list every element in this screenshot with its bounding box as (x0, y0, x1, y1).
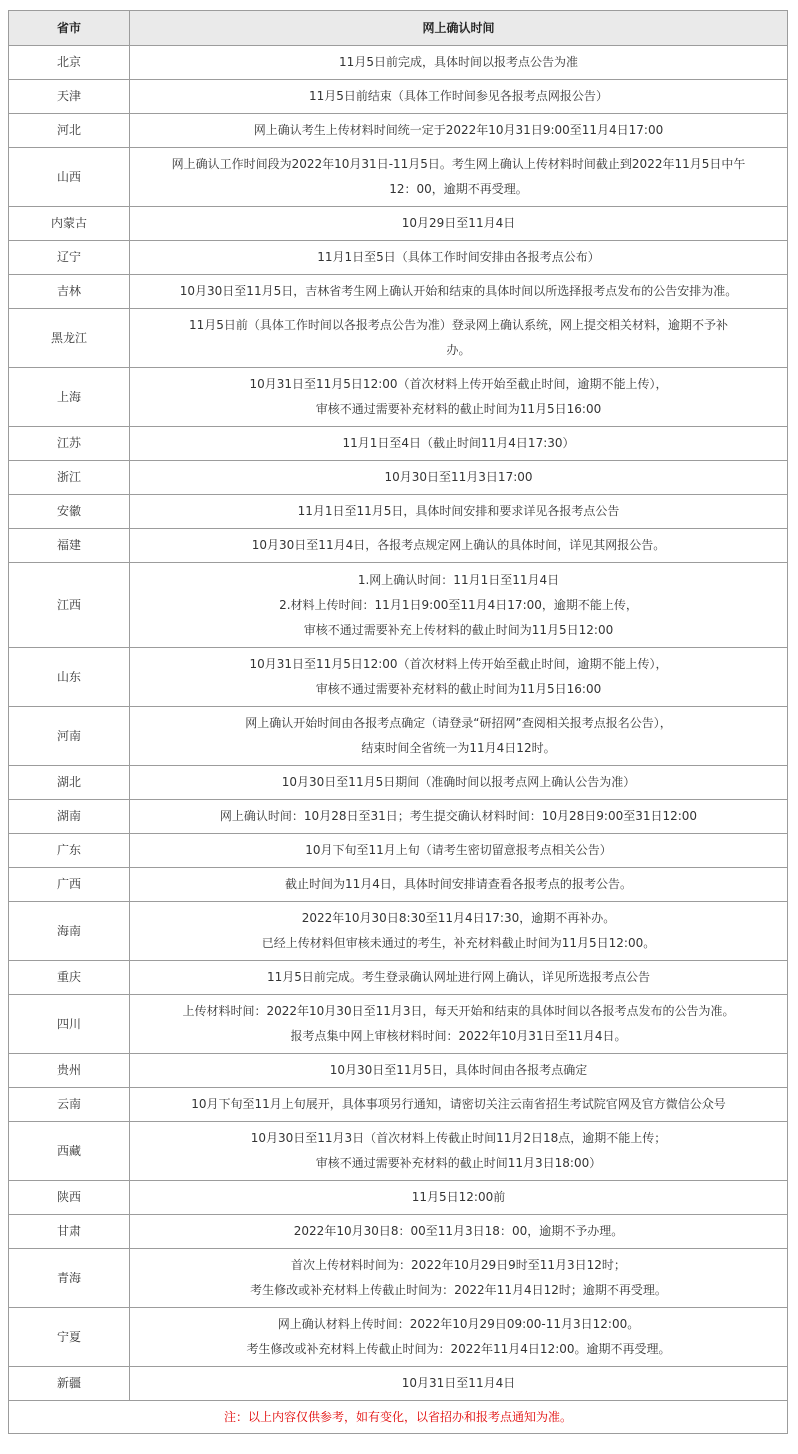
time-line: 10月30日至11月5日期间（准确时间以报考点网上确认公告为准） (281, 775, 636, 789)
table-row (9, 309, 788, 368)
province-cell: 新疆 (9, 1367, 130, 1401)
time-line: 上传材料时间：2022年10月30日至11月3日，每天开始和结束的具体时间以各报考点发布的公告为准。 (182, 1004, 735, 1018)
time-line: 11月5日前（具体工作时间以各报考点公告为准）登录网上确认系统，网上提交相关材料，逾期不予补 (189, 318, 728, 332)
time-line: 10月下旬至11月上旬展开，具体事项另行通知，请密切关注云南省招生考试院官网及官方微信公众号 (191, 1097, 726, 1111)
table-row (9, 834, 788, 868)
schedule-table-container (8, 10, 788, 1434)
table-header-row (9, 11, 788, 46)
table-row (9, 1367, 788, 1401)
province-cell: 上海 (9, 368, 130, 427)
header-time: 网上确认时间 (130, 11, 788, 46)
table-row (9, 1308, 788, 1367)
time-line: 审核不通过需要补充材料的截止时间为11月5日16:00 (315, 682, 602, 696)
time-line: 11月1日至4日（截止时间11月4日17:30） (342, 436, 575, 450)
time-line: 10月30日至11月5日，具体时间由各报考点确定 (329, 1063, 588, 1077)
time-cell (130, 961, 788, 995)
province-cell: 青海 (9, 1249, 130, 1308)
table-row (9, 1249, 788, 1308)
table-row (9, 148, 788, 207)
time-line: 10月31日至11月5日12:00（首次材料上传开始至截止时间，逾期不能上传）， (249, 657, 668, 671)
province-cell: 四川 (9, 995, 130, 1054)
table-row (9, 1054, 788, 1088)
table-row (9, 648, 788, 707)
time-line: 10月29日至11月4日 (401, 216, 516, 230)
time-line: 1.网上确认时间：11月1日至11月4日 (357, 572, 560, 587)
schedule-table (8, 10, 788, 1434)
table-row (9, 995, 788, 1054)
time-line: 网上确认时间：10月28日至31日；考生提交确认材料时间：10月28日9:00至31日12:00 (219, 809, 698, 823)
time-cell (130, 1308, 788, 1367)
time-cell (130, 461, 788, 495)
province-cell: 安徽 (9, 495, 130, 529)
table-row (9, 241, 788, 275)
province-cell: 天津 (9, 80, 130, 114)
province-cell: 江苏 (9, 427, 130, 461)
table-row (9, 207, 788, 241)
table-row (9, 1088, 788, 1122)
time-line: 10月30日至11月4日，各报考点规定网上确认的具体时间，详见其网报公告。 (251, 538, 666, 552)
time-cell (130, 563, 788, 648)
time-line: 2022年10月30日8:30至11月4日17:30，逾期不再补办。 (301, 911, 616, 925)
time-line: 11月5日前结束（具体工作时间参见各报考点网报公告） (309, 89, 608, 103)
table-row (9, 114, 788, 148)
table-row (9, 1215, 788, 1249)
table-row (9, 563, 788, 648)
province-cell: 山西 (9, 148, 130, 207)
province-cell: 海南 (9, 902, 130, 961)
time-cell (130, 995, 788, 1054)
time-cell (130, 1367, 788, 1401)
table-row (9, 495, 788, 529)
time-line: 11月5日前完成。考生登录确认网址进行网上确认，详见所选报考点公告 (267, 970, 650, 984)
province-cell: 内蒙古 (9, 207, 130, 241)
province-cell: 福建 (9, 529, 130, 563)
province-cell: 甘肃 (9, 1215, 130, 1249)
province-cell: 贵州 (9, 1054, 130, 1088)
time-cell (130, 207, 788, 241)
time-line: 11月5日12:00前 (411, 1190, 506, 1204)
province-cell: 云南 (9, 1088, 130, 1122)
time-cell (130, 241, 788, 275)
province-cell: 北京 (9, 46, 130, 80)
province-cell: 湖南 (9, 800, 130, 834)
time-line: 网上确认考生上传材料时间统一定于2022年10月31日9:00至11月4日17:00 (253, 123, 664, 137)
time-cell (130, 1122, 788, 1181)
time-cell (130, 1088, 788, 1122)
table-row (9, 461, 788, 495)
province-cell: 河南 (9, 707, 130, 766)
table-row (9, 800, 788, 834)
table-row (9, 707, 788, 766)
time-cell (130, 1181, 788, 1215)
time-line: 审核不通过需要补充材料的截止时间为11月5日16:00 (315, 402, 602, 416)
province-cell: 广东 (9, 834, 130, 868)
time-cell (130, 834, 788, 868)
time-cell (130, 114, 788, 148)
province-cell: 山东 (9, 648, 130, 707)
province-cell: 浙江 (9, 461, 130, 495)
header-province: 省市 (9, 11, 130, 46)
time-cell (130, 868, 788, 902)
time-line: 已经上传材料但审核未通过的考生，补充材料截止时间为11月5日12:00。 (261, 936, 656, 950)
time-cell (130, 1249, 788, 1308)
time-cell (130, 368, 788, 427)
footnote: 注：以上内容仅供参考，如有变化，以省招办和报考点通知为准。 (9, 1401, 788, 1434)
time-cell (130, 148, 788, 207)
time-cell (130, 800, 788, 834)
time-cell (130, 80, 788, 114)
table-row (9, 766, 788, 800)
time-cell (130, 275, 788, 309)
time-cell (130, 766, 788, 800)
time-cell (130, 902, 788, 961)
table-row (9, 275, 788, 309)
table-row (9, 46, 788, 80)
time-line: 办。 (446, 343, 471, 357)
province-cell: 辽宁 (9, 241, 130, 275)
time-line: 网上确认材料上传时间：2022年10月29日09:00-11月3日12:00。 (277, 1317, 640, 1331)
time-line: 网上确认开始时间由各报考点确定（请登录“研招网”查阅相关报考点报名公告）， (245, 716, 672, 730)
table-row (9, 427, 788, 461)
time-line: 11月1日至5日（具体工作时间安排由各报考点公布） (317, 250, 600, 264)
time-line: 审核不通过需要补充材料的截止时间11月3日18:00） (315, 1156, 602, 1170)
time-line: 截止时间为11月4日，具体时间安排请查看各报考点的报考公告。 (285, 877, 632, 891)
province-cell: 黑龙江 (9, 309, 130, 368)
province-cell: 河北 (9, 114, 130, 148)
time-line: 10月31日至11月5日12:00（首次材料上传开始至截止时间，逾期不能上传）， (249, 377, 668, 391)
province-cell: 重庆 (9, 961, 130, 995)
time-line: 结束时间全省统一为11月4日12时。 (361, 741, 556, 755)
time-line: 10月31日至11月4日 (401, 1376, 516, 1390)
time-cell (130, 46, 788, 80)
time-line: 报考点集中网上审核材料时间：2022年10月31日至11月4日。 (290, 1029, 627, 1043)
time-line: 2022年10月30日8：00至11月3日18：00，逾期不予办理。 (293, 1224, 624, 1238)
time-cell (130, 648, 788, 707)
province-cell: 吉林 (9, 275, 130, 309)
table-row (9, 961, 788, 995)
time-cell (130, 427, 788, 461)
province-cell: 湖北 (9, 766, 130, 800)
time-line: 12：00，逾期不再受理。 (389, 182, 528, 196)
time-line: 首次上传材料时间为：2022年10月29日9时至11月3日12时； (291, 1258, 626, 1272)
province-cell: 江西 (9, 563, 130, 648)
table-row (9, 80, 788, 114)
time-line: 考生修改或补充材料上传截止时间为：2022年11月4日12时；逾期不再受理。 (250, 1283, 667, 1297)
time-line: 10月30日至11月3日17:00 (384, 470, 533, 484)
time-line: 审核不通过需要补充上传材料的截止时间为11月5日12:00 (303, 622, 614, 637)
table-row (9, 529, 788, 563)
province-cell: 西藏 (9, 1122, 130, 1181)
time-cell (130, 707, 788, 766)
time-cell (130, 1054, 788, 1088)
time-cell (130, 529, 788, 563)
time-line: 10月30日至11月5日，吉林省考生网上确认开始和结束的具体时间以所选择报考点发布的公告安排为准。 (179, 284, 738, 298)
time-line: 10月30日至11月3日（首次材料上传截止时间11月2日18点，逾期不能上传； (250, 1131, 667, 1145)
table-row (9, 368, 788, 427)
province-cell: 宁夏 (9, 1308, 130, 1367)
province-cell: 广西 (9, 868, 130, 902)
time-line: 11月5日前完成，具体时间以报考点公告为准 (339, 55, 578, 69)
time-line: 10月下旬至11月上旬（请考生密切留意报考点相关公告） (305, 843, 612, 857)
time-line: 网上确认工作时间段为2022年10月31日-11月5日。考生网上确认上传材料时间截止到2022年11月5日中午 (171, 157, 746, 171)
time-line: 考生修改或补充材料上传截止时间为：2022年11月4日12:00。逾期不再受理。 (246, 1342, 671, 1356)
time-cell (130, 495, 788, 529)
province-cell: 陕西 (9, 1181, 130, 1215)
time-line: 2.材料上传时间：11月1日9:00至11月4日17:00，逾期不能上传， (279, 597, 638, 612)
note-row (9, 1401, 788, 1434)
table-row (9, 868, 788, 902)
table-row (9, 1181, 788, 1215)
table-row (9, 1122, 788, 1181)
table-row (9, 902, 788, 961)
time-cell (130, 309, 788, 368)
time-line: 11月1日至11月5日，具体时间安排和要求详见各报考点公告 (297, 504, 620, 518)
table-body (9, 46, 788, 1401)
time-cell (130, 1215, 788, 1249)
